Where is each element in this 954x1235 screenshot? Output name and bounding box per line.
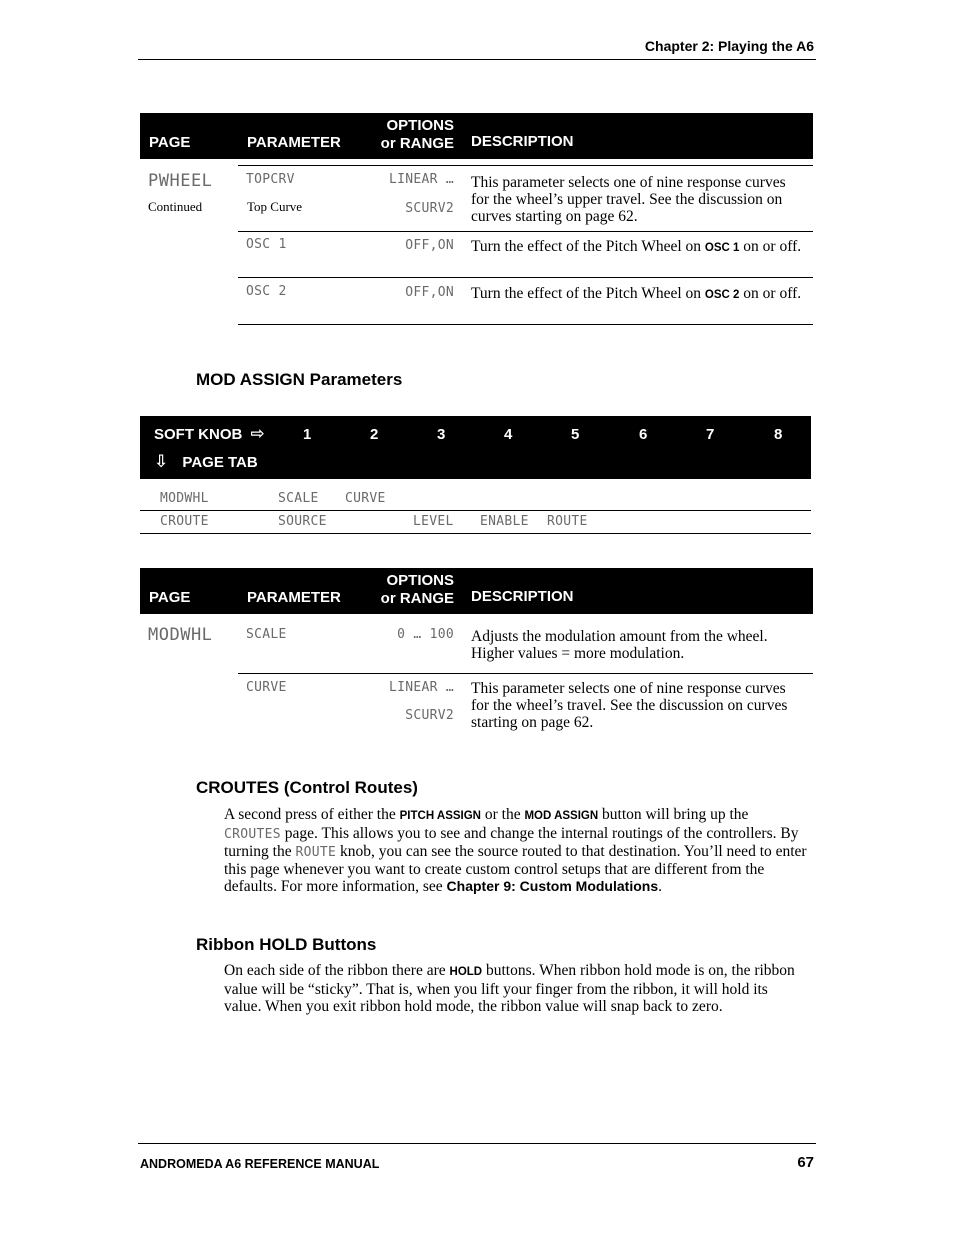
knob-3: 3 — [437, 426, 446, 443]
mod-row2-cell4: ENABLE — [480, 514, 529, 529]
croutes-lcd: CROUTES — [224, 827, 281, 842]
croutes-text-6: . — [658, 878, 662, 895]
table1-row2-desc — [471, 238, 806, 257]
table1-row2-opt1: OFF,ON — [405, 238, 454, 253]
header-rule — [138, 59, 816, 60]
mod-row2-cell1: SOURCE — [278, 514, 327, 529]
mod-row2-rule — [140, 533, 811, 534]
table1-row2-rule — [238, 277, 813, 278]
table1-header-options: OPTIONS — [386, 117, 454, 134]
knob-7: 7 — [706, 426, 715, 443]
table1-row1-param-sub: Top Curve — [247, 199, 303, 214]
table1-row1-rule — [238, 231, 813, 232]
mod-row2-cell3: LEVEL — [413, 514, 454, 529]
croutes-text-5: knob, you can see the source routed to that destination. You’ll need to enter this page whenever you want to create custom control setups that are different from the defaults. For more information, see — [224, 843, 807, 895]
table1-row3-desc-c: on or off. — [739, 285, 802, 302]
knob-4: 4 — [504, 426, 513, 443]
mod-row1-cell1: SCALE — [278, 491, 319, 506]
table1-row3-param: OSC 2 — [246, 284, 287, 299]
footer-page-number: 67 — [797, 1154, 814, 1171]
table2-row2-param: CURVE — [246, 680, 287, 695]
knob-5: 5 — [571, 426, 580, 443]
page-tab-label — [154, 452, 258, 472]
mod-row2-cell5: ROUTE — [547, 514, 588, 529]
ribbon-text-2: buttons. When ribbon hold mode is on, the ribbon value will be “sticky”. That is, when you lift your finger from the ribbon, it will hold its value. When you exit ribbon hold mode, the ribbon value will snap back to zero. — [224, 962, 795, 1015]
table1-header-underline — [238, 165, 813, 166]
table1-row1-param: TOPCRV — [246, 172, 295, 187]
table2-row1-rule — [238, 673, 813, 674]
knob-6: 6 — [639, 426, 648, 443]
mod-row1-cell2: CURVE — [345, 491, 386, 506]
table1-row2-desc-a: Turn the effect of the Pitch Wheel on — [471, 238, 705, 255]
table1-header-page: PAGE — [149, 134, 191, 151]
ribbon-title: Ribbon HOLD Buttons — [196, 935, 377, 954]
table2-header-page: PAGE — [149, 589, 191, 606]
route-lcd: ROUTE — [295, 845, 337, 860]
table1-row3-desc-osc: OSC 2 — [704, 289, 740, 301]
table1-row2-param: OSC 1 — [246, 237, 287, 252]
ribbon-paragraph — [224, 962, 808, 1015]
table1-row1-opt2: SCURV2 — [405, 201, 454, 216]
table1-row2-desc-c: on or off. — [739, 238, 802, 255]
table1-header-range: or RANGE — [380, 135, 454, 152]
arrow-down-icon: ⇩ — [154, 452, 169, 471]
table2-row2-opt1: LINEAR … — [388, 680, 454, 695]
table1-row3-desc-a: Turn the effect of the Pitch Wheel on — [471, 285, 705, 302]
table1-row1-opt1: LINEAR … — [388, 172, 454, 187]
croutes-paragraph — [224, 806, 808, 895]
soft-knob-text: SOFT KNOB — [154, 426, 243, 443]
mod-assign-label: MOD ASSIGN — [524, 810, 599, 822]
hold-label: HOLD — [449, 966, 483, 978]
croutes-text-2: or the — [480, 806, 525, 823]
page-tab-text: PAGE TAB — [182, 454, 258, 471]
table1-page-sub: Continued — [148, 199, 203, 214]
croutes-title: CROUTES (Control Routes) — [196, 778, 418, 797]
arrow-right-icon: ⇨ — [250, 424, 265, 443]
ribbon-text-1: On each side of the ribbon there are — [224, 962, 450, 979]
table2-page-name: MODWHL — [148, 625, 213, 645]
croutes-text-4: page. This allows you to see and change the internal routings of the controllers. By turning the — [224, 825, 799, 860]
table1-page-name: PWHEEL — [148, 171, 213, 191]
table2-row2-desc: This parameter selects one of nine response curves for the wheel’s travel. See the discussion on curves starting on page 62. — [471, 680, 788, 731]
soft-knob-label — [154, 424, 265, 444]
croutes-text-1: A second press of either the — [224, 806, 400, 823]
knob-8: 8 — [774, 426, 783, 443]
table2-header-parameter: PARAMETER — [247, 589, 341, 606]
chapter9-reference: Chapter 9: Custom Modulations — [446, 878, 659, 894]
table1-header-description: DESCRIPTION — [471, 133, 574, 150]
table2-row2-opt2: SCURV2 — [405, 708, 454, 723]
knob-2: 2 — [370, 426, 379, 443]
table1-row3-opt1: OFF,ON — [405, 285, 454, 300]
table2-row1-opt1: 0 … 100 — [397, 627, 454, 642]
mod-assign-title: MOD ASSIGN Parameters — [196, 370, 403, 389]
table2-header-range: or RANGE — [380, 590, 454, 607]
table1-header-parameter: PARAMETER — [247, 134, 341, 151]
mod-row1-rule — [140, 510, 811, 511]
pitch-assign-label: PITCH ASSIGN — [399, 810, 481, 822]
footer-rule — [138, 1143, 816, 1144]
table1-row2-desc-osc: OSC 1 — [704, 242, 740, 254]
table2-row1-desc: Adjusts the modulation amount from the wheel. Higher values = more modulation. — [471, 628, 768, 662]
footer-manual-title: ANDROMEDA A6 REFERENCE MANUAL — [140, 1157, 380, 1171]
table1-row1-desc: This parameter selects one of nine response curves for the wheel’s upper travel. See the discussion on curves starting on page 62. — [471, 174, 786, 225]
table1-row3-desc — [471, 285, 806, 304]
mod-row2-page: CROUTE — [160, 514, 209, 529]
croutes-text-3: button will bring up the — [598, 806, 749, 823]
mod-row1-page: MODWHL — [160, 491, 209, 506]
table2-header-description: DESCRIPTION — [471, 588, 574, 605]
table2-header-options: OPTIONS — [386, 572, 454, 589]
table1-row3-rule — [238, 324, 813, 325]
chapter-header: Chapter 2: Playing the A6 — [644, 38, 814, 54]
table2-row1-param: SCALE — [246, 627, 287, 642]
knob-1: 1 — [303, 426, 312, 443]
